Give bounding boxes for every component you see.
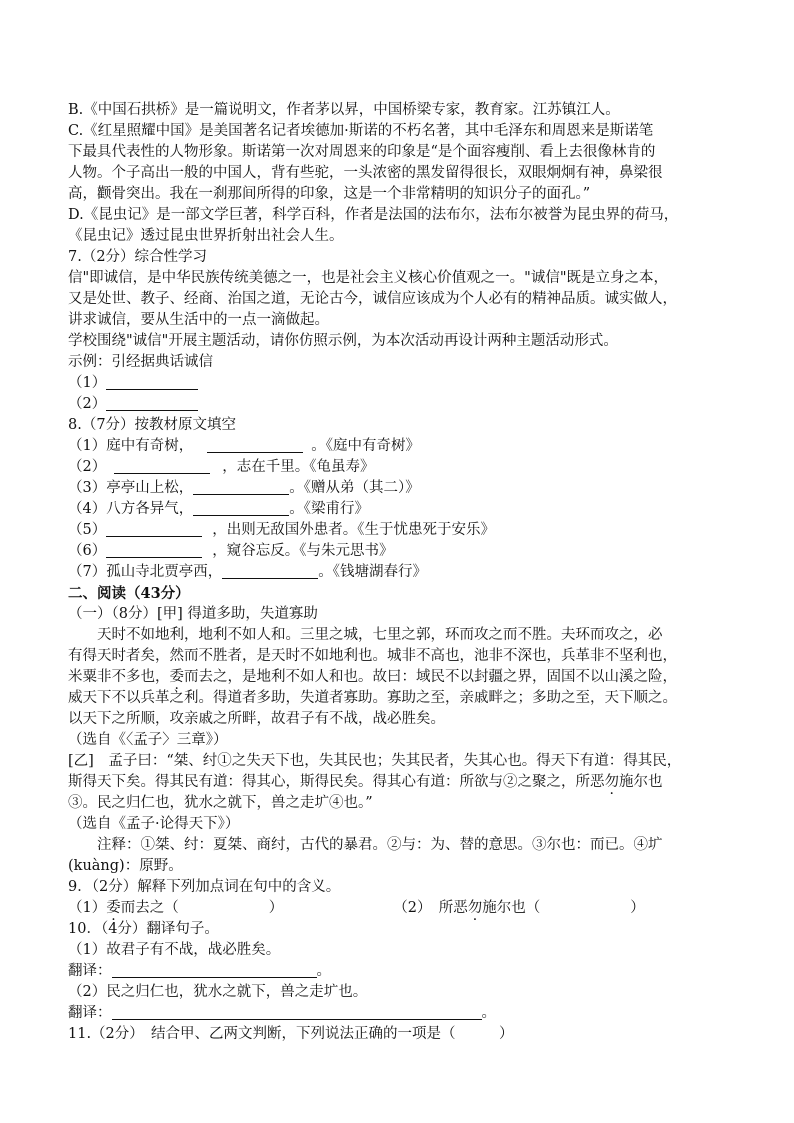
q7-para1: 信"即诚信，是中华民族传统美德之一，也是社会主义核心价值观之一。"诚信"既是立身之本， xyxy=(68,270,669,286)
option-c-line2: 下最具代表性的人物形象。斯诺第一次对周恩来的印象是“是个面容瘦削、看上去很像林肯的 xyxy=(68,144,656,160)
q9-dotted-wei: 委 xyxy=(106,900,121,916)
jia-line5: 以天下之所顺，攻亲戚之所畔，故君子有不战，战必胜矣。 xyxy=(68,711,445,727)
q8-line1-suffix: 。《庭中有奇树》 xyxy=(311,438,420,454)
q8-line2 xyxy=(68,457,748,478)
q7-title: 7.（2分）综合性学习 xyxy=(68,249,208,265)
q10-translate2-blank[interactable] xyxy=(112,1003,482,1020)
q7-blank1[interactable] xyxy=(106,373,198,390)
reading-subtitle: （一）（8分）[甲] 得道多助，失道寡助 xyxy=(68,606,318,622)
q7-blank2-label: （2） xyxy=(68,396,107,412)
q9-b-close: ） xyxy=(630,900,645,916)
q10-sentence1: （1）故君子有不战，战必胜矣。 xyxy=(68,942,281,958)
jia-line3-b: 而去之，是地利不如人和也。故曰：域民不以封疆之界，固国不以山溪之险， xyxy=(184,669,677,685)
q8-blank6[interactable] xyxy=(106,541,202,558)
yi-line1: [乙] 孟子曰：“桀、纣①之失天下也，失其民也；失其民者，失其心也。得天下有道：得其民， xyxy=(68,753,682,769)
q9-title: 9．（2分）解释下列加点词在句中的含义。 xyxy=(68,879,341,895)
q8-line6-prefix: （6） xyxy=(68,543,107,559)
q8-line7 xyxy=(68,562,748,583)
q9-a-label: （1） xyxy=(68,900,107,916)
yi-line2-a: 斯得天下矣。得其民有道：得其心，斯得民矣。得其心有道：所欲与②之聚之，所恶 xyxy=(68,774,605,790)
yi-line2 xyxy=(68,772,748,793)
q11-text: 11.（2分） 结合甲、乙两文判断，下列说法正确的一项是（ ） xyxy=(68,1026,514,1042)
q8-blank3[interactable] xyxy=(193,478,289,495)
q9-a-close: ） xyxy=(268,900,284,916)
q8-line5-prefix: （5） xyxy=(68,522,107,538)
q10-translate1-blank[interactable] xyxy=(112,961,317,978)
jia-line1: 天时不如地利，地利不如人和。三里之城，七里之郭，环而攻之而不胜。夫环而攻之，必 xyxy=(97,627,663,643)
q10-title: 10．（4分）翻译句子。 xyxy=(68,921,219,937)
q7-para3: 讲求诚信，要从生活中的一点一滴做起。 xyxy=(68,312,329,328)
q10-translate1-row xyxy=(68,961,748,982)
q8-line1-prefix: （1）庭中有奇树， xyxy=(68,438,194,454)
q10-sentence2: （2）民之归仁也，犹水之就下，兽之走圹也。 xyxy=(68,984,368,1000)
option-c-line3: 人物。个子高出一般的中国人，背有些驼，一头浓密的黑发留得很长，双眼炯炯有神，鼻梁很 xyxy=(68,165,663,181)
q8-line3 xyxy=(68,478,748,499)
q8-line7-prefix: （7）孤山寺北贾亭西， xyxy=(68,564,223,580)
option-c-line1: C.《红星照耀中国》是美国著名记者埃德加·斯诺的不朽名著，其中毛泽东和周恩来是斯诺笔 xyxy=(68,123,654,139)
q8-line7-suffix: 。《钱塘湖春行》 xyxy=(318,564,427,580)
option-c-line4: 高，颧骨突出。我在一刹那间所得的印象，这是一个非常精明的知识分子的面孔。” xyxy=(68,186,591,202)
q10-translate2-end: 。 xyxy=(481,1005,496,1021)
yi-source: （选自《孟子·论得天下》） xyxy=(68,816,240,832)
option-d-line1: D.《昆虫记》是一部文学巨著，科学百科，作者是法国的法布尔，法布尔被誉为昆虫界的荷马， xyxy=(68,207,679,223)
q8-blank7[interactable] xyxy=(222,562,318,579)
yi-line2-b: 施尔也 xyxy=(619,774,663,790)
jia-line4: 威天下不以兵革之利。得道者多助，失道者寡助。寡助之至，亲戚畔之；多助之至，天下顺之。 xyxy=(68,690,677,706)
q8-line4-prefix: （4）八方各异气， xyxy=(68,501,194,517)
q8-line2-prefix: （2） xyxy=(68,459,107,475)
page-content xyxy=(68,100,748,1045)
jia-line3-a: 米粟非不多也， xyxy=(68,669,170,685)
section-reading-title: 二、阅读（43分） xyxy=(68,585,190,602)
q8-blank4[interactable] xyxy=(193,499,289,516)
yi-line3: ③。民之归仁也，犹水之就下，兽之走圹④也。” xyxy=(68,795,373,811)
q9-b-label: （2） 所恶 xyxy=(393,900,468,916)
jia-line3 xyxy=(68,667,748,688)
q8-line5 xyxy=(68,520,748,541)
notes-line2: (kuàng)：原野。 xyxy=(68,858,183,874)
option-b: B.《中国石拱桥》是一篇说明文，作者茅以昇，中国桥梁专家，教育家。江苏镇江人。 xyxy=(68,102,620,118)
q8-line3-suffix: 。《赠从弟（其二）》 xyxy=(289,480,420,496)
option-d-line2: 《昆虫记》透过昆虫世界折射出社会人生。 xyxy=(68,228,344,244)
notes-line1: 注释：①桀、纣：夏桀、商纣，古代的暴君。②与：为、替的意思。③尔也：而已。④圹 xyxy=(97,837,663,853)
q9-b-text: 施尔也（ xyxy=(482,900,541,916)
q8-line2-suffix: ，志在千里。《龟虽寿》 xyxy=(222,459,375,475)
q8-line5-suffix: ，出则无敌国外患者。《生于忧患死于安乐》 xyxy=(212,522,495,538)
q7-blank1-row xyxy=(68,373,748,394)
q8-title: 8.（7分）按教材原文填空 xyxy=(68,417,237,433)
q8-blank1[interactable] xyxy=(207,436,303,453)
q9-answers xyxy=(68,898,748,919)
q8-line1 xyxy=(68,436,748,457)
q7-example: 示例：引经据典话诚信 xyxy=(68,354,213,370)
q10-translate2-row xyxy=(68,1003,748,1024)
q8-line6 xyxy=(68,541,748,562)
dotted-word-wei: 委 xyxy=(169,669,184,685)
jia-source: （选自《〈孟子〉三章》） xyxy=(68,732,228,748)
q7-blank2[interactable] xyxy=(106,394,198,411)
q7-blank1-label: （1） xyxy=(68,375,107,391)
dotted-word-wu: 勿 xyxy=(604,774,619,790)
q8-blank5[interactable] xyxy=(106,520,202,537)
q10-translate2-label: 翻译： xyxy=(68,1005,112,1021)
q10-translate1-label: 翻译： xyxy=(68,963,112,979)
jia-line2: 有得天时者矣，然而不胜者，是天时不如地利也。城非不高也，池非不深也，兵革非不坚利也， xyxy=(68,648,677,664)
q8-line6-suffix: ，窥谷忘反。《与朱元思书》 xyxy=(212,543,394,559)
q9-dotted-wu: 勿 xyxy=(467,900,483,916)
q7-blank2-row xyxy=(68,394,748,415)
q8-line4 xyxy=(68,499,748,520)
q7-para2: 又是处世、教子、经商、治国之道，无论古今，诚信应该成为个人必有的精神品质。诚实做人， xyxy=(68,291,677,307)
q10-translate1-end: 。 xyxy=(316,963,331,979)
q8-line4-suffix: 。《梁甫行》 xyxy=(289,501,369,517)
q8-line3-prefix: （3）亭亭山上松， xyxy=(68,480,194,496)
q7-para4: 学校围绕"诚信"开展主题活动，请你仿照示例，为本次活动再设计两种主题活动形式。 xyxy=(68,333,618,349)
q8-blank2[interactable] xyxy=(114,457,210,474)
q9-a-text: 而去之（ xyxy=(120,900,179,916)
